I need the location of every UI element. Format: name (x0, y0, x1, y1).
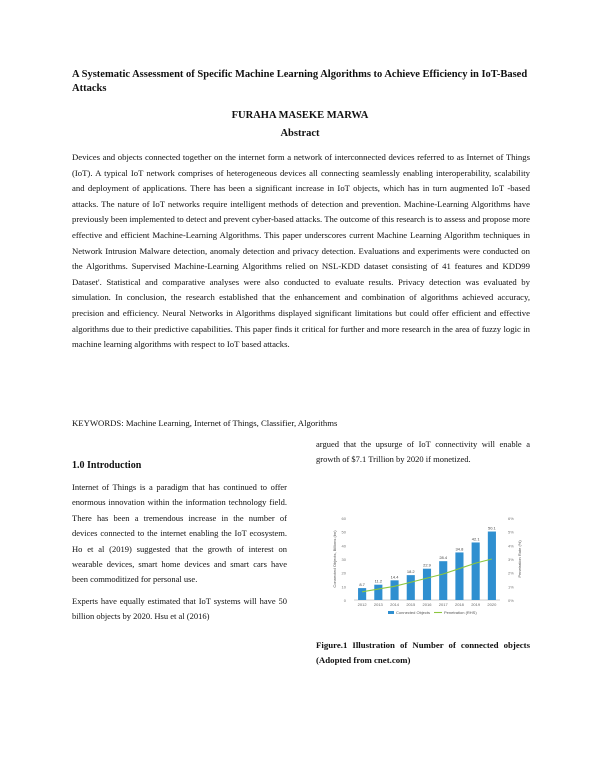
bar-value-label: 50.1 (487, 525, 496, 531)
x-tick-label: 2012 (357, 602, 367, 607)
bar-value-label: 11.2 (374, 578, 383, 584)
intro-paragraph-1: Internet of Things is a paradigm that has continued to offer enormous innovation within the information technology field. There has been a tremendous increase in the number of devices connected to the internet enabling the IoT ecosystem. Ho et al (2019) suggested that the growth of interest on wearable devices, smart home devices and smart cars have been commoditized for personal use. (72, 482, 287, 585)
right-paragraph-1: argued that the upsurge of IoT connectivity will enable a growth of $7.1 Trillion by 2020 if monetized. (316, 439, 530, 465)
y2-tick-label: 0% (508, 598, 514, 603)
x-tick-label: 2015 (406, 602, 416, 607)
abstract-text: Devices and objects connected together on the internet form a network of interconnected devices referred to as Internet of Things (IoT). A typical IoT network comprises of heterogeneous devices all connecting seamlessly enabling interoperability, scalability and deployment of applications. There has been a significant increase in IoT objects, which has in turn augmented IoT -based attacks. The nature of IoT networks require intelligent methods of detection and prevention. Machine-Learning Algorithms have previously been implemented to detect and prevent cyber-based attacks. The outcome of this research is to assess and propose more effective and efficient Machine-Learning Algorithms. This paper underscores current Machine Learning Algorithm techniques in Network Intrusion Malware detection, anomaly detection and privacy detection. Evaluations and experiments were conducted on the Algorithms. Supervised Machine-Learning Algorithms relied on NSL-KDD dataset consisting of 41 features and KDD99 Dataset'. Statistical and comparative analyses were also conducted to evaluate results. Privacy detection was evaluated by simulation. In conclusion, the research established that the enhancement and combination of algorithms achieved accuracy, precision and efficiency. Neural Networks in Algorithms displayed significant limitations but could offer efficient and effective algorithms due to their predictive capabilities. This paper finds it critical for further and more research in the area of fuzzy logic in machine learning algorithms with respect to IoT based attacks. (72, 152, 530, 350)
right-column (316, 437, 530, 474)
keywords: KEYWORDS: Machine Learning, Internet of Things, Classifier, Algorithms (72, 418, 338, 428)
bar-value-label: 18.2 (406, 569, 415, 575)
x-tick-label: 2016 (422, 602, 432, 607)
y2-tick-label: 1% (508, 584, 514, 590)
bar (439, 561, 447, 600)
bar (488, 532, 496, 600)
y2-tick-label: 3% (508, 557, 514, 562)
y-tick-label: 30 (341, 557, 346, 562)
bar-value-label: 22.9 (423, 562, 431, 568)
bar-value-label: 42.1 (471, 536, 480, 542)
y2-tick-label: 4% (508, 543, 514, 549)
y-tick-label: 10 (341, 584, 346, 590)
bar (358, 588, 366, 600)
connected-objects-chart (326, 510, 526, 618)
x-tick-label: 2019 (471, 602, 481, 607)
bar (391, 580, 399, 600)
x-tick-label: 2017 (438, 602, 448, 607)
y-tick-label: 20 (341, 570, 346, 576)
bar-value-label: 28.4 (439, 555, 448, 561)
figure-caption: Figure.1 Illustration of Number of connected objects (Adopted from cnet.com) (316, 640, 530, 665)
section-heading-introduction: 1.0 Introduction (72, 460, 142, 471)
bar (455, 552, 463, 600)
author-name: FURAHA MASEKE MARWA (231, 110, 369, 121)
x-tick-label: 2018 (454, 602, 464, 607)
paper-title: A Systematic Assessment of Specific Machine Learning Algorithms to Achieve Efficiency in IoT-Based Attacks (72, 69, 528, 94)
y-tick-label: 0 (343, 598, 346, 603)
legend-label-penetration: Penetration (RHS) (444, 610, 477, 615)
y2-tick-label: 2% (508, 570, 514, 576)
bar (423, 569, 431, 600)
y2-axis-title: Penetration Rate (%) (517, 540, 522, 578)
bar-value-label: 34.8 (455, 546, 464, 552)
y2-tick-label: 5% (508, 529, 514, 535)
bar (374, 585, 382, 600)
x-tick-label: 2014 (390, 602, 400, 607)
bar (407, 575, 415, 600)
left-column (72, 460, 287, 631)
y-tick-label: 40 (341, 543, 346, 549)
y-axis-title: Connected Objects, Billions (bn) (332, 530, 337, 588)
y-tick-label: 50 (341, 529, 346, 535)
y2-tick-label: 6% (508, 516, 514, 521)
legend-swatch-connected-objects (388, 611, 394, 614)
intro-paragraph-2: Experts have equally estimated that IoT systems will have 50 billion objects by 2020. Hsu et al (2016) (72, 595, 287, 622)
figure-1 (326, 510, 526, 618)
y-tick-label: 60 (341, 516, 346, 521)
bar-value-label: 14.4 (390, 574, 399, 580)
abstract-heading: Abstract (280, 128, 320, 139)
bar-value-label: 8.7 (359, 582, 365, 588)
x-tick-label: 2013 (373, 602, 383, 607)
legend-label-connected-objects: Connected Objects (396, 610, 431, 615)
x-tick-label: 2020 (487, 602, 497, 607)
bar (472, 542, 480, 600)
